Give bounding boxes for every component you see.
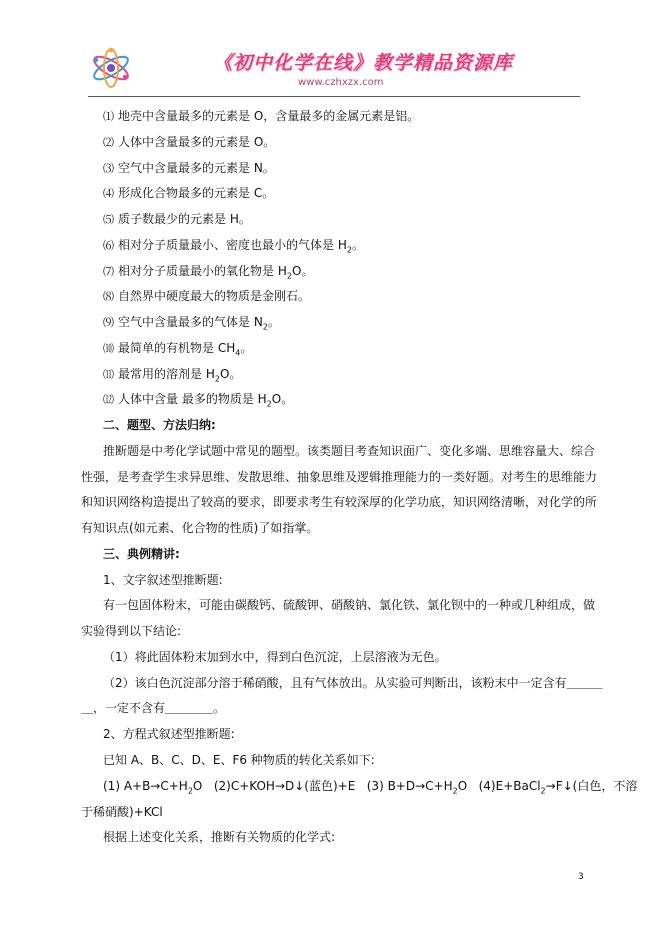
section-heading: 二、题型、方法归纳:	[103, 418, 216, 432]
equation-continuation: 于稀硝酸)+KCl	[81, 805, 163, 819]
header-title: 《初中化学在线》教学精品资源库	[213, 52, 514, 74]
fact-item: ⑿ 人体中含量 最多的物质是 $H_2O$。	[103, 392, 294, 409]
paragraph-line: ＿，一定不含有＿＿＿＿。	[81, 701, 226, 715]
header-url: www.czhxzx.com	[298, 77, 384, 88]
equation-line	[103, 778, 637, 799]
question-title: 1、文字叙述型推断题:	[103, 573, 223, 587]
fact-item: ⑺ 相对分子质量最小的氧化物是 $H_2O$。	[103, 264, 314, 281]
fact-item: ⑻ 自然界中硬度最大的物质是金刚石。	[103, 289, 311, 303]
paragraph-line: 有知识点(如元素、化合物的性质)了如指掌。	[81, 521, 319, 535]
section-heading: 三、典例精讲:	[103, 547, 180, 561]
equation-1: (1) $A+B\to C+H_2O$	[103, 779, 203, 796]
paragraph-line: （1）将此固体粉末加到水中，得到白色沉淀，上层溶液为无色。	[103, 650, 447, 664]
paragraph-line: 和知识网络构造提出了较高的要求，即要求考生有较深厚的化学功底，知识网络清晰，对化学的所	[81, 495, 598, 509]
fact-item: ⑾ 最常用的溶剂是 $H_2O$。	[103, 367, 242, 384]
paragraph-line: 性强，是考查学生求异思维、发散思维、抽象思维及逻辑推理能力的一类好题。对考生的思维能力	[81, 470, 598, 484]
page-number: 3	[578, 872, 584, 882]
fact-item: ⑹ 相对分子质量最小、密度也最小的气体是 $H_2$。	[103, 238, 364, 255]
equation-3: (3) $B+D\to C+H_2O$	[366, 779, 468, 796]
question-title: 2、方程式叙述型推断题:	[103, 727, 235, 741]
paragraph-line: （2）该白色沉淀部分溶于稀硝酸，且有气体放出。从实验可判断出，该粉末中一定含有＿＿＿	[103, 676, 603, 690]
fact-item: ⑷ 形成化合物最多的元素是 C。	[103, 186, 275, 200]
equation-4: (4)E+BaCl$_2$→F↓(白色，不溶	[478, 779, 638, 796]
fact-item: ⑴ 地壳中含量最多的元素是 O，含量最多的金属元素是铝。	[103, 109, 420, 123]
paragraph-line: 根据上述变化关系，推断有关物质的化学式:	[103, 830, 336, 844]
header-divider	[88, 96, 580, 97]
fact-item: ⑸ 质子数最少的元素是 H。	[103, 212, 251, 226]
fact-item: ⑼ 空气中含量最多的气体是 $N_2$。	[103, 315, 280, 332]
equation-2: (2)C+KOH→D↓(蓝色)+E	[213, 779, 356, 793]
page-header	[88, 46, 580, 98]
fact-item: ⑵ 人体中含量最多的元素是 O。	[103, 135, 276, 149]
fact-item: ⑶ 空气中含量最多的元素是 N。	[103, 161, 275, 175]
fact-item: ⑽ 最简单的有机物是 $CH_4$。	[103, 341, 253, 358]
paragraph-line: 已知 A、B、C、D、E、F6 种物质的转化关系如下:	[103, 753, 375, 767]
paragraph-line: 实验得到以下结论:	[81, 624, 182, 638]
paragraph-line: 推断题是中考化学试题中常见的题型。该类题目考查知识面广、变化多端、思维容量大、综合	[103, 444, 596, 458]
paragraph-line: 有一包固体粉末，可能由碳酸钙、硫酸钾、硝酸钠、氯化铁、氯化钡中的一种或几种组成，做	[103, 598, 596, 612]
atom-logo-icon	[88, 46, 134, 90]
